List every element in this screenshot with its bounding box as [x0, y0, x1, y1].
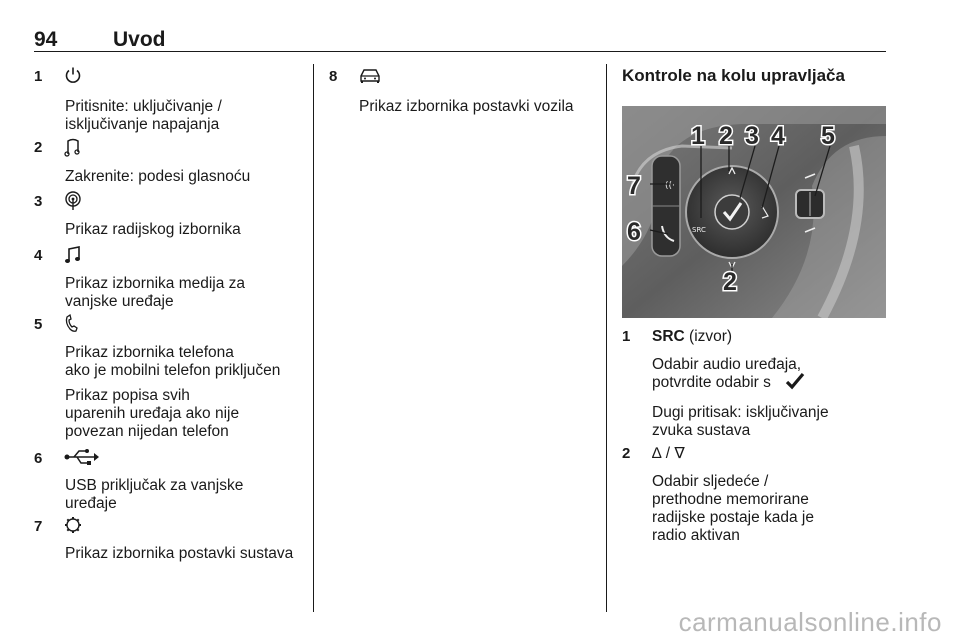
- power-icon: [64, 66, 82, 84]
- item-number: 2: [622, 445, 631, 462]
- page-number: 94: [34, 28, 58, 51]
- item-number: 1: [34, 68, 43, 85]
- item-description: Prikaz radijskog izbornika: [65, 221, 241, 238]
- column-divider-left: [313, 64, 314, 612]
- callout-number: 6: [627, 218, 641, 246]
- item-description: Zakrenite: podesi glasnoću: [65, 168, 251, 185]
- item-number: 5: [34, 316, 43, 333]
- car-icon: [358, 66, 382, 84]
- music-note-icon: [64, 245, 82, 265]
- item-number: 1: [622, 328, 631, 345]
- callout-number: 7: [627, 172, 641, 200]
- callout-number: 4: [771, 122, 785, 150]
- item-heading: [652, 328, 732, 346]
- item-description: Pritisnite: uključivanje / isključivanje napajanja: [65, 98, 222, 133]
- callout-number: 3: [745, 122, 759, 150]
- phone-icon: [64, 313, 82, 333]
- radio-icon: [64, 191, 82, 211]
- item-description: Prikaz izbornika postavki sustava: [65, 545, 294, 562]
- steering-wheel-illustration: [622, 106, 886, 318]
- item-heading-bold: SRC: [652, 328, 685, 345]
- watermark: carmanualsonline.info: [678, 607, 942, 637]
- item-description: Odabir audio uređaja, potvrdite odabir s: [652, 356, 802, 391]
- item-number: 7: [34, 518, 43, 535]
- item-description: Prikaz izbornika telefona ako je mobilni telefon priključen: [65, 344, 281, 379]
- music-knob-icon: [64, 137, 82, 157]
- item-description: USB priključak za vanjske uređaje: [65, 477, 244, 512]
- item-number: 6: [34, 450, 43, 467]
- chapter-title: Uvod: [113, 28, 166, 51]
- item-number: 8: [329, 68, 338, 85]
- settings-gear-icon: [64, 516, 82, 534]
- item-description-extra: Dugi pritisak: isključivanje zvuka sustava: [652, 404, 829, 439]
- item-description: Prikaz izbornika postavki vozila: [359, 98, 574, 115]
- item-description-extra: Prikaz popisa svih uparenih uređaja ako nije povezan nijedan telefon: [65, 387, 240, 440]
- column-divider-right: [606, 64, 607, 612]
- svg-text:((·: ((·: [665, 181, 675, 191]
- callout-number: 5: [821, 122, 835, 150]
- header-rule: [34, 51, 886, 52]
- item-heading-rest: (izvor): [684, 328, 733, 345]
- checkmark-icon: [785, 372, 805, 390]
- callout-number: 1: [691, 122, 705, 150]
- callout-number: 2: [719, 122, 733, 150]
- section-title: Kontrole na kolu upravljača: [622, 66, 845, 85]
- item-number: 2: [34, 139, 43, 156]
- item-number: 3: [34, 193, 43, 210]
- item-description: Odabir sljedeće / prethodne memorirane radijske postaje kada je radio aktivan: [652, 473, 814, 544]
- item-number: 4: [34, 247, 43, 264]
- src-button-label: SRC: [692, 226, 706, 234]
- callout-number: 2: [723, 268, 737, 296]
- item-description: Prikaz izbornika medija za vanjske uređaje: [65, 275, 246, 310]
- usb-icon: [64, 448, 100, 466]
- item-symbols: ∆ / ∇: [652, 445, 685, 462]
